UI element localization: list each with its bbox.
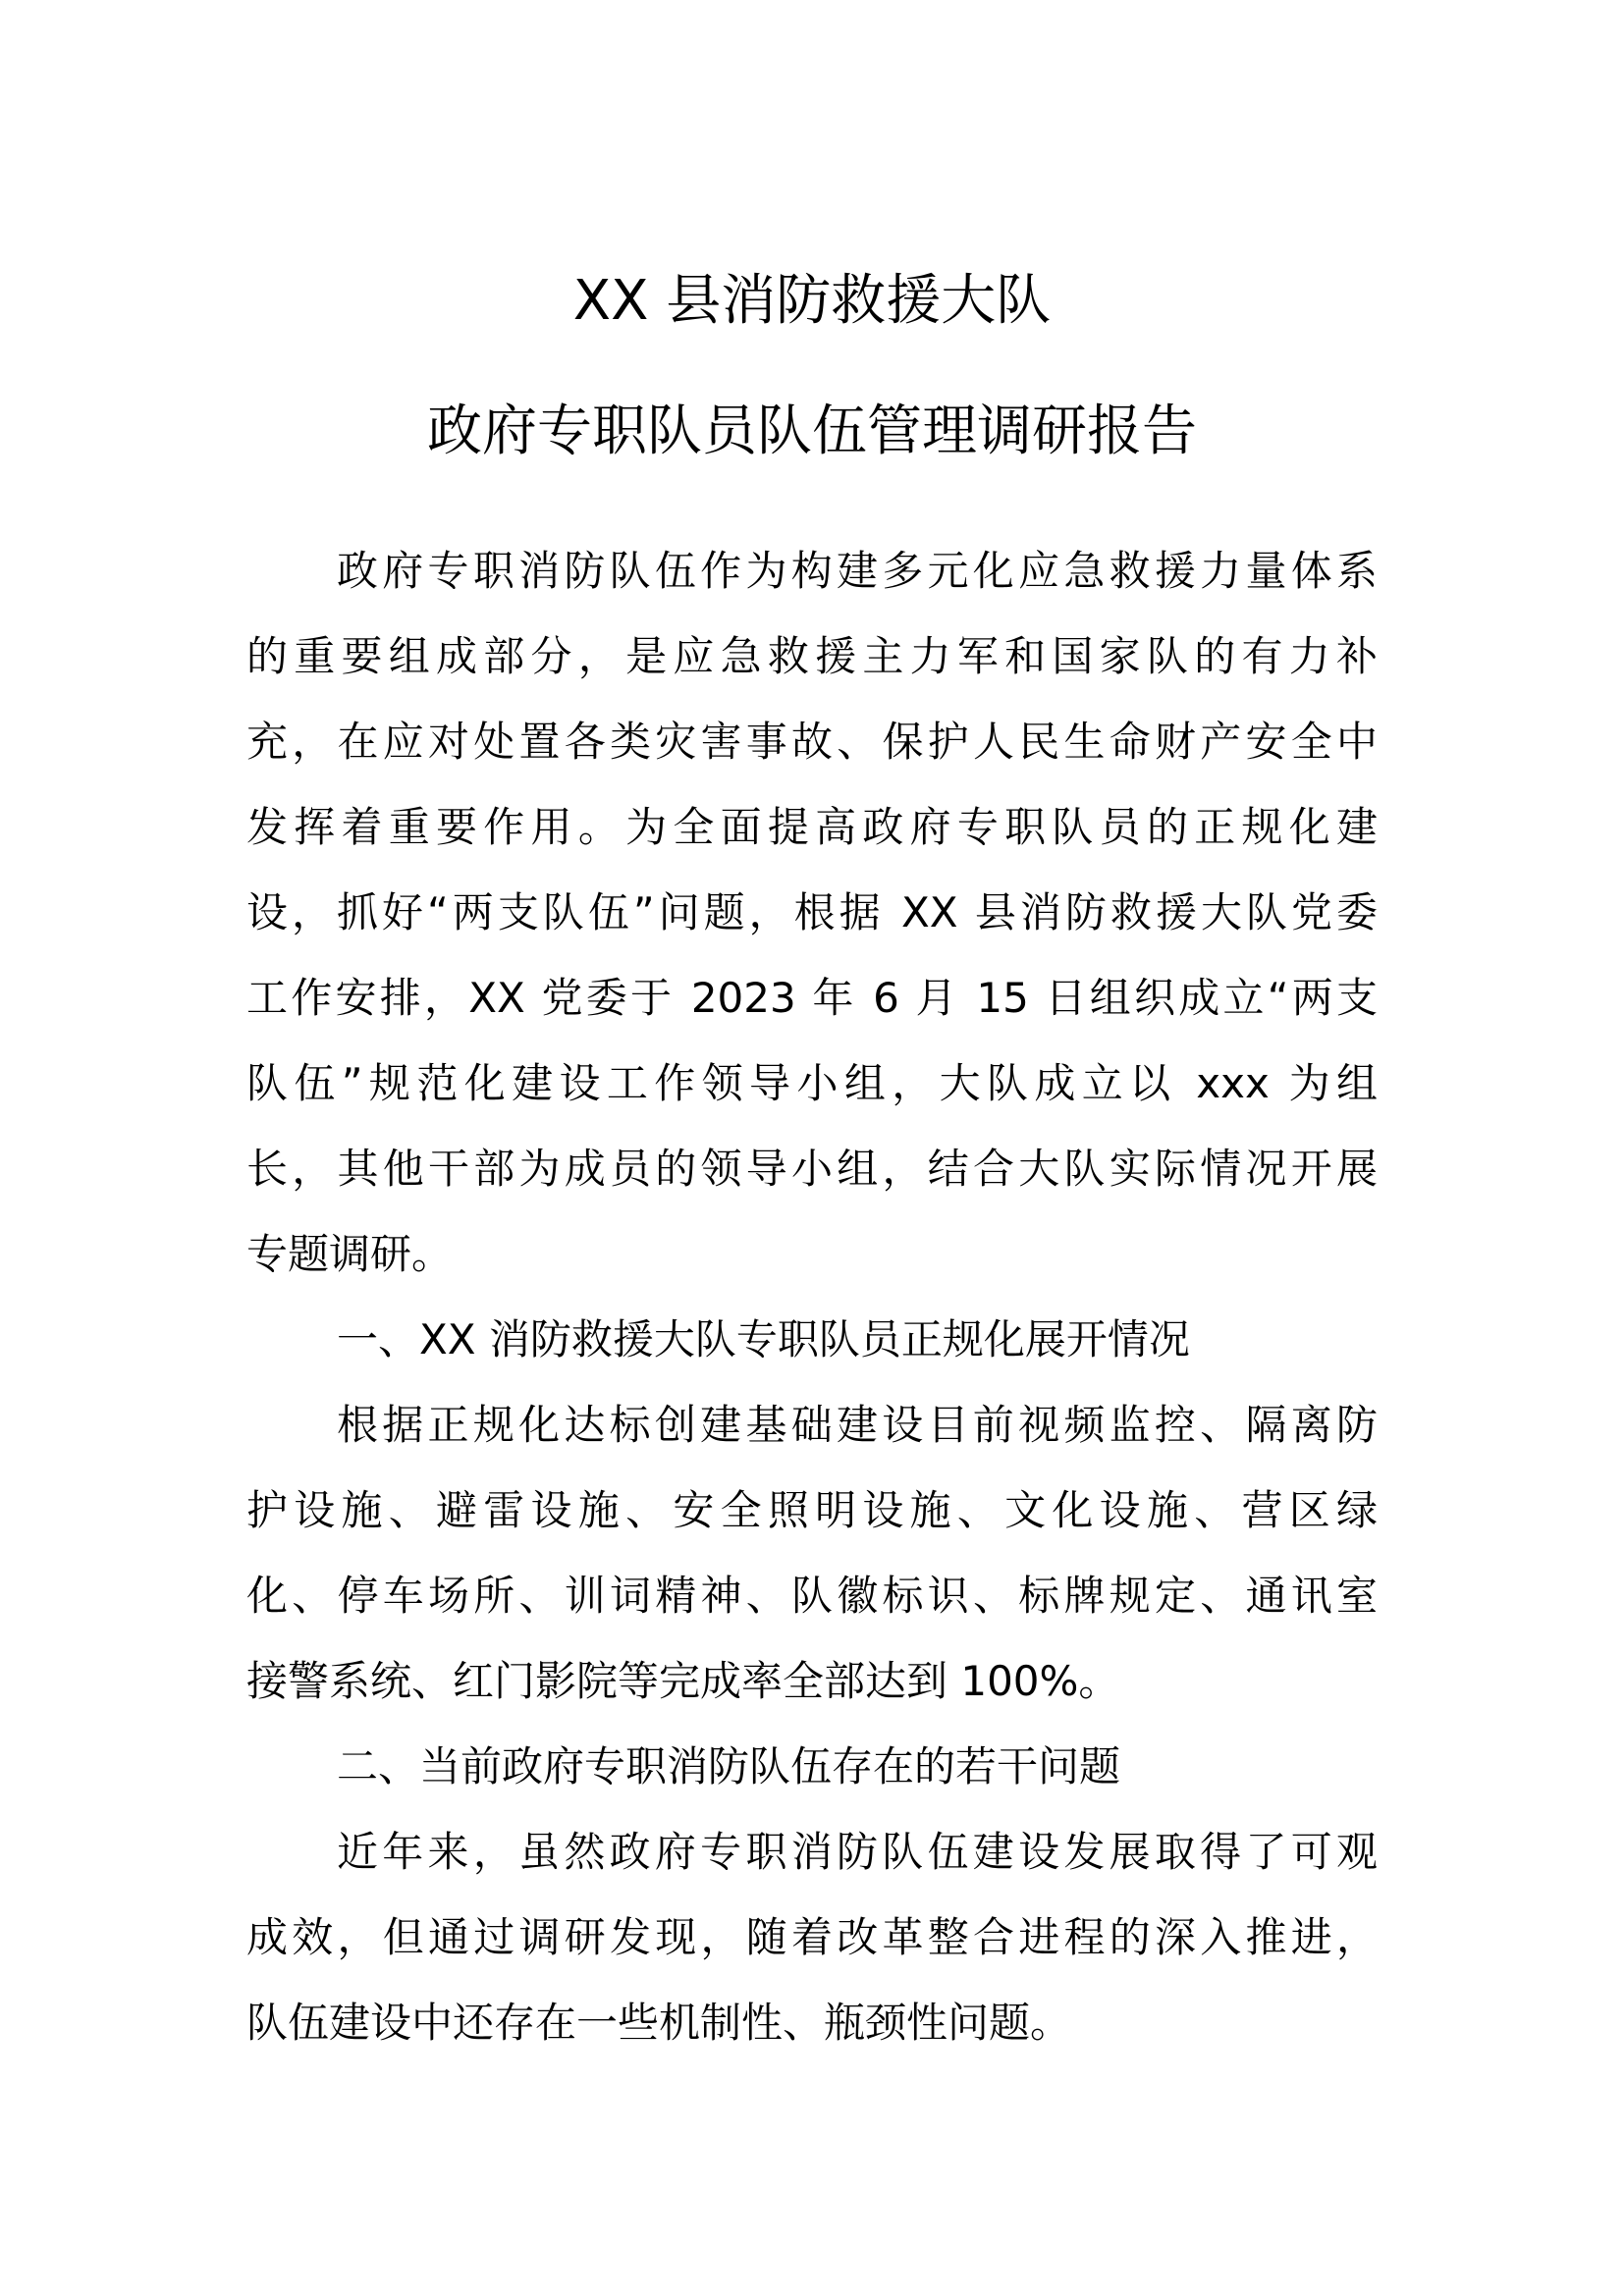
section-2-paragraph xyxy=(246,1809,1378,2065)
intro-paragraph xyxy=(246,528,1378,1297)
paragraph-line: 的重要组成部分，是应急救援主力军和国家队的有力补 xyxy=(246,632,1378,680)
document-title-line-1: XX 县消防救援大队 xyxy=(572,269,1052,333)
paragraph-line: 设，抓好“两支队伍”问题，根据 XX 县消防救援大队党委 xyxy=(246,888,1378,936)
section-1-paragraph xyxy=(246,1382,1378,1724)
document-title-line-2: 政府专职队员队伍管理调研报告 xyxy=(427,400,1197,463)
paragraph-line: 政府专职消防队伍作为构建多元化应急救援力量体系 xyxy=(337,547,1378,595)
paragraph-line: 充，在应对处置各类灾害事故、保护人民生命财产安全中 xyxy=(246,718,1378,766)
paragraph-line: 近年来，虽然政府专职消防队伍建设发展取得了可观 xyxy=(337,1828,1378,1876)
section-heading-1: 一、XX 消防救援大队专职队员正规化展开情况 xyxy=(337,1315,1190,1363)
paragraph-line: 长，其他干部为成员的领导小组，结合大队实际情况开展 xyxy=(246,1145,1378,1193)
paragraph-line: 根据正规化达标创建基础建设目前视频监控、隔离防 xyxy=(337,1401,1378,1449)
paragraph-line: 发挥着重要作用。为全面提高政府专职队员的正规化建 xyxy=(246,803,1378,851)
paragraph-line: 护设施、避雷设施、安全照明设施、文化设施、营区绿 xyxy=(246,1486,1378,1534)
section-heading-2: 二、当前政府专职消防队伍存在的若干问题 xyxy=(337,1742,1121,1790)
document-body xyxy=(246,528,1378,2065)
paragraph-line: 化、停车场所、训词精神、队徽标识、标牌规定、通讯室 xyxy=(246,1572,1378,1620)
paragraph-line: 工作安排，XX 党委于 2023 年 6 月 15 日组织成立“两支 xyxy=(246,974,1378,1022)
paragraph-line: 专题调研。 xyxy=(246,1230,454,1278)
paragraph-line: 接警系统、红门影院等完成率全部达到 100%。 xyxy=(246,1657,1120,1705)
paragraph-line: 队伍建设中还存在一些机制性、瓶颈性问题。 xyxy=(246,1999,1072,2047)
paragraph-line: 成效，但通过调研发现，随着改革整合进程的深入推进， xyxy=(246,1913,1378,1961)
paragraph-line: 队伍”规范化建设工作领导小组，大队成立以 xxx 为组 xyxy=(246,1059,1378,1107)
